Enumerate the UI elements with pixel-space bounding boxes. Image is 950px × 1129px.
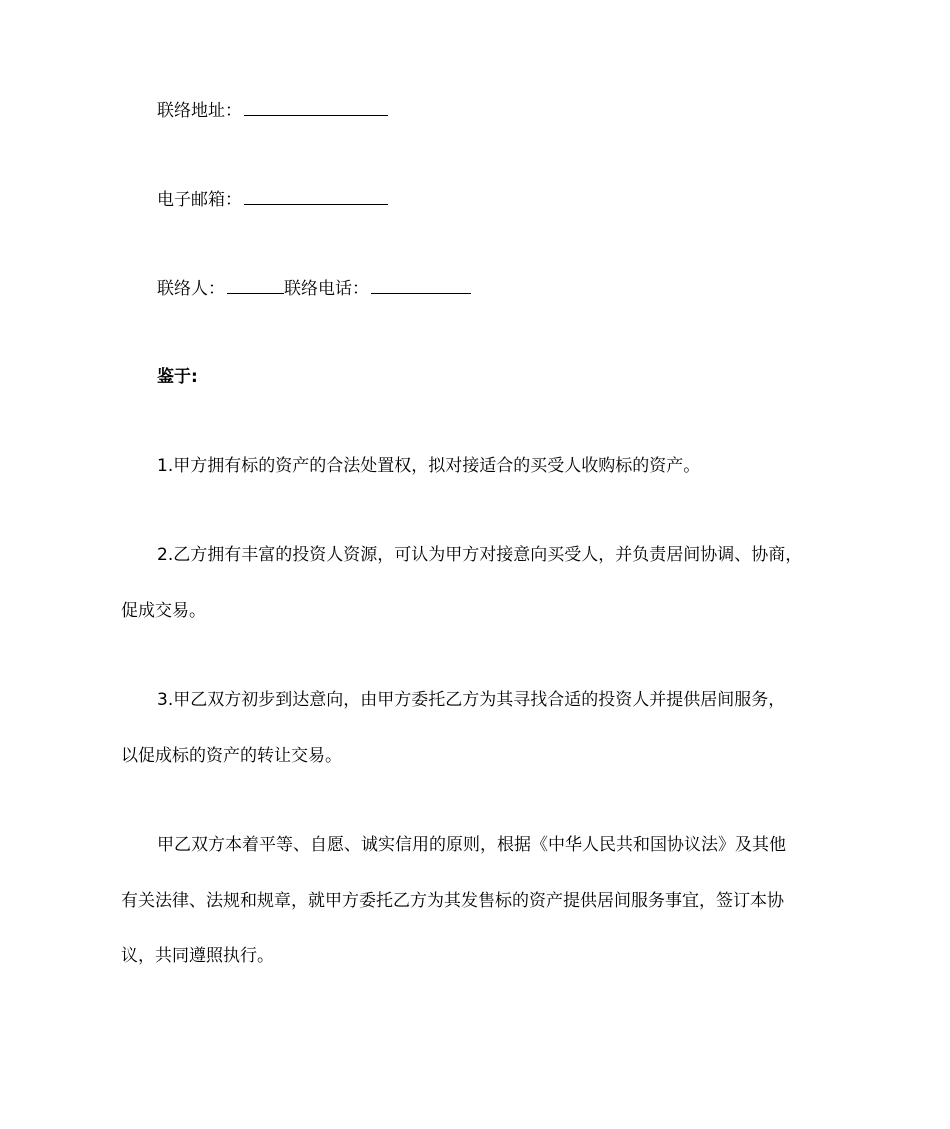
contact-label: 联络人：: [157, 279, 225, 299]
address-label: 联络地址：: [157, 101, 242, 121]
email-label: 电子邮箱：: [157, 190, 242, 210]
contact-blank: [227, 276, 284, 294]
phone-label: 联络电话：: [284, 279, 369, 299]
contact-line: [157, 276, 471, 301]
item1-text: 1.甲方拥有标的资产的合法处置权，拟对接适合的买受人收购标的资产。: [157, 456, 701, 476]
item3-text-line2: 以促成标的资产的转让交易。: [121, 746, 342, 766]
item3-text-line1: 3.甲乙双方初步到达意向，由甲方委托乙方为其寻找合适的投资人并提供居间服务，: [157, 690, 786, 710]
address-line: [157, 98, 388, 123]
item2-text-line2: 促成交易。: [121, 601, 206, 621]
email-line: [157, 187, 388, 212]
phone-blank: [371, 276, 471, 294]
closing-text-line1: 甲乙双方本着平等、自愿、诚实信用的原则，根据《中华人民共和国协议法》及其他: [157, 835, 786, 855]
closing-text-line3: 议，共同遵照执行。: [121, 946, 274, 966]
item2-text-line1: 2.乙方拥有丰富的投资人资源，可认为甲方对接意向买受人，并负责居间协调、协商，: [157, 545, 803, 565]
whereas-heading: 鉴于:: [157, 367, 198, 387]
email-blank: [244, 187, 388, 205]
closing-text-line2: 有关法律、法规和规章，就甲方委托乙方为其发售标的资产提供居间服务事宜，签订本协: [121, 891, 784, 911]
address-blank: [244, 98, 388, 116]
